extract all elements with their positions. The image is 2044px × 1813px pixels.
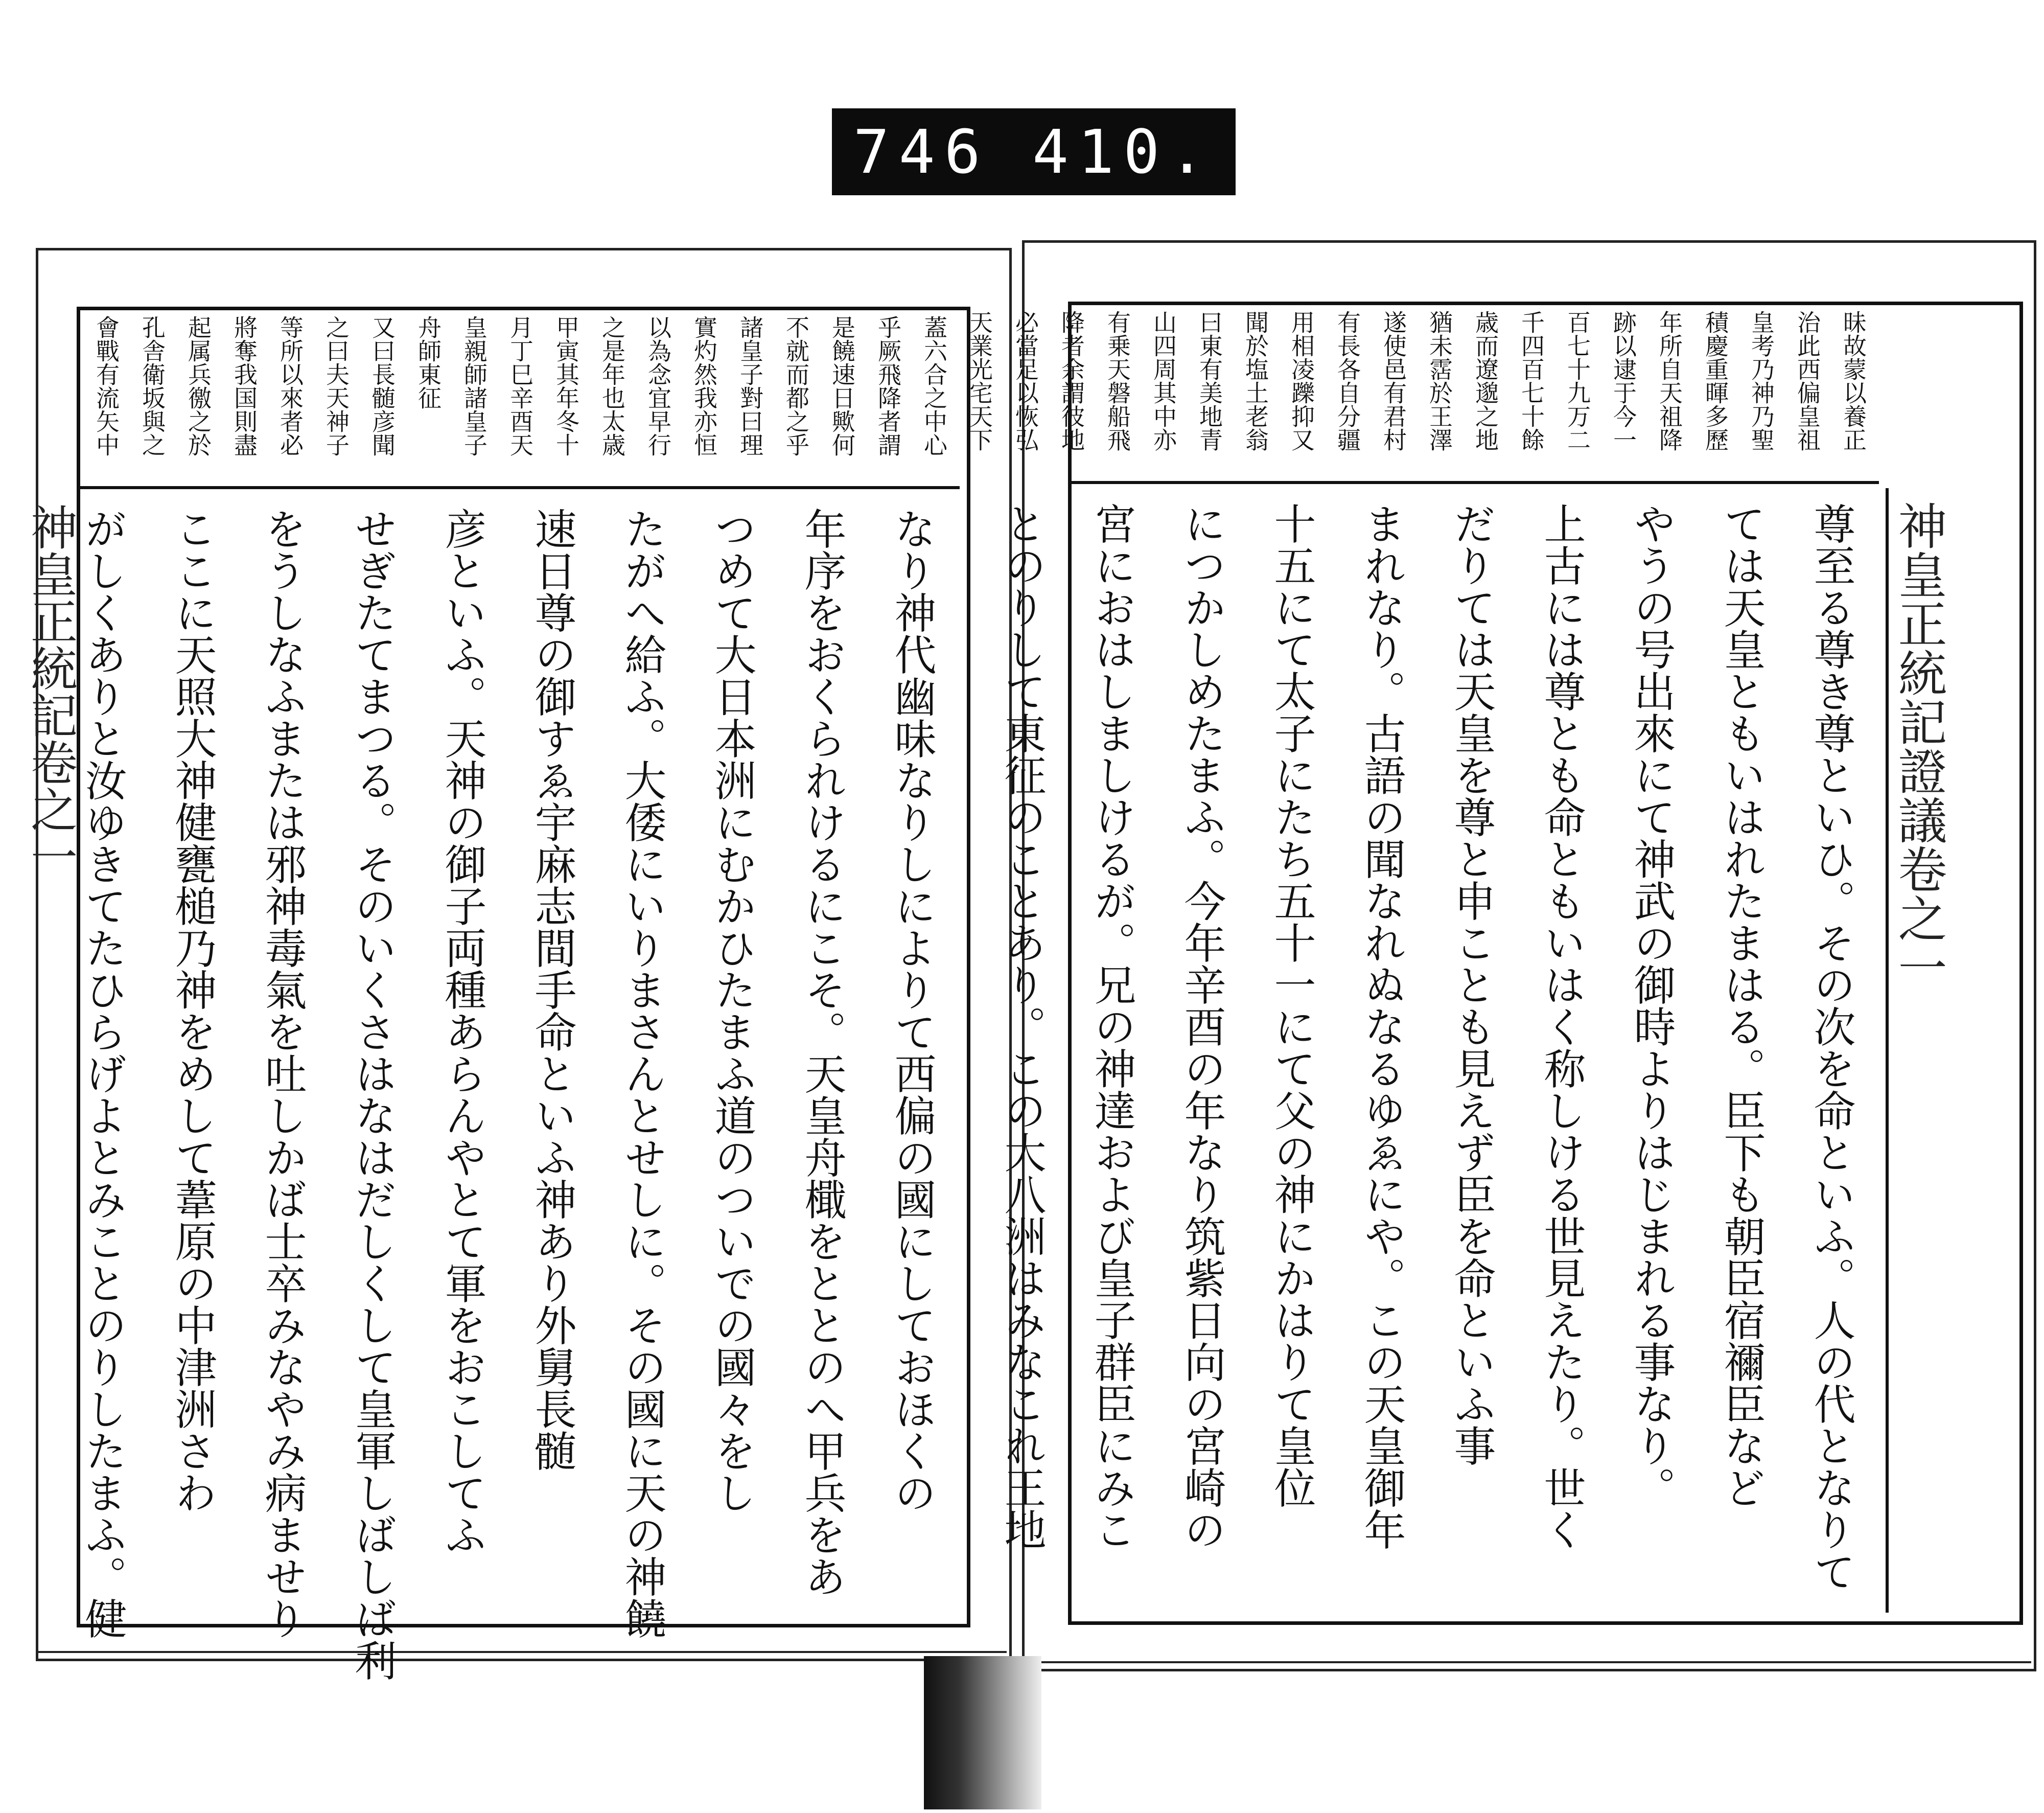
annotation-column: 諸皇子對曰理 [736, 315, 764, 456]
annotation-column: 會戰有流矢中 [92, 315, 120, 456]
annotation-column: 孔舎衛坂與之 [138, 315, 166, 456]
annotation-column: 舟師東征 [414, 315, 442, 409]
annotation-column: 山四周其中亦 [1150, 310, 1177, 451]
annotation-column: 之是年也太歳 [598, 315, 626, 456]
text-column: ここに天照大神健甕槌乃神をめして葦原の中津洲さわ [168, 508, 217, 1513]
annotation-column: 曰東有美地青 [1196, 310, 1223, 451]
annotation-column: 猶未霑於王澤 [1426, 310, 1453, 451]
text-column: たがへ給ふ。大倭にいりまさんとせしに。その國に天の神饒 [618, 508, 666, 1639]
annotation-column: 遂使邑有君村 [1380, 310, 1407, 451]
catalog-number-label [832, 108, 1236, 195]
annotation-column: 有長各自分疆 [1334, 310, 1361, 451]
annotation-column: 皇考乃神乃聖 [1748, 310, 1775, 451]
annotation-column: 將奪我国則盡 [230, 315, 258, 456]
annotation-column: 起属兵徼之於 [184, 315, 212, 456]
annotation-column: 月丁巳辛酉天 [506, 315, 534, 456]
right-page-annotations [966, 305, 1879, 484]
annotation-column: 之曰夫天神子 [322, 315, 350, 456]
annotation-column: 降者余謂彼地 [1058, 310, 1085, 451]
annotation-column: 用相凌躒抑又 [1288, 310, 1315, 451]
right-page-edge [1022, 1661, 2031, 1673]
annotation-column: 昧故蒙以養正 [1840, 310, 1867, 451]
text-column: がしくありと汝ゆきてたひらげよとみことのりしたまふ。健 [78, 508, 127, 1639]
left-page-body [78, 492, 960, 1681]
annotation-column: 又曰長髄彦聞 [368, 315, 396, 456]
annotation-column: 不就而都之乎 [782, 315, 810, 456]
annotation-column: 天業光宅天下 [966, 310, 993, 451]
annotation-column: 蓋六合之中心 [920, 315, 948, 456]
text-column: をうしなふまたは邪神毒氣を吐しかば士卒みなやみ病ませり [258, 508, 307, 1639]
annotation-column: 等所以來者必 [276, 315, 304, 456]
right-page-body [997, 487, 1879, 1614]
text-column: とのりして東征のことあり。この大八洲はみなこれ王地 [997, 502, 1046, 1550]
catalog-number-left: 746 [853, 117, 990, 187]
left-page-title: 神皇正統記卷之一 [23, 503, 78, 880]
annotation-column: 乎厥飛降者謂 [874, 315, 902, 456]
text-column: 年序をおくられけるにこそ。天皇舟檝をととのへ甲兵をあ [798, 508, 846, 1597]
text-column: つめて大日本洲にむかひたまふ道のついでの國々をし [708, 508, 756, 1513]
text-column: まれなり。古語の聞なれぬなるゆゑにや。この天皇御年 [1357, 502, 1406, 1550]
text-column: につかしめたまふ。今年辛酉の年なり筑紫日向の宮崎の [1177, 502, 1226, 1550]
text-column: 速日尊の御すゑ宇麻志間手命といふ神あり外舅長髄 [528, 508, 576, 1472]
annotation-column: 有乗天磐船飛 [1104, 310, 1131, 451]
text-column: 宮におはしましけるが。兄の神達および皇子群臣にみこ [1087, 502, 1136, 1550]
annotation-column: 年所自天祖降 [1656, 310, 1683, 451]
annotation-column: 聞於塩土老翁 [1242, 310, 1269, 451]
annotation-column: 歳而遼邈之地 [1472, 310, 1499, 451]
annotation-column: 治此西偏皇祖 [1794, 310, 1821, 451]
text-column: 十五にて太子にたち五十一にて父の神にかはりて皇位 [1267, 502, 1316, 1508]
annotation-column: 實灼然我亦恒 [690, 315, 718, 456]
annotation-column: 是饒速日歟何 [828, 315, 856, 456]
text-column: だりては天皇を尊と申ことも見えず臣を命といふ事 [1447, 502, 1496, 1466]
annotation-column: 甲寅其年冬十 [552, 315, 580, 456]
left-page-edge [36, 1651, 1007, 1664]
book-spine-shadow [924, 1656, 1041, 1809]
annotation-column: 皇親師諸皇子 [460, 315, 488, 456]
text-column: 彦といふ。天神の御子両種あらんやとて軍をおこしてふ [438, 508, 486, 1555]
text-column: せぎたてまつる。そのいくさはなはだしくして皇軍しばしば利 [348, 508, 397, 1681]
text-column: ては天皇ともいはれたまはる。臣下も朝臣宿禰臣など [1717, 502, 1766, 1508]
annotation-column: 以為念宜早行 [644, 315, 672, 456]
annotation-column: 必當足以恢弘 [1012, 310, 1039, 451]
left-page-annotations [80, 310, 960, 489]
right-page-title: 神皇正統記證議卷之一 [1890, 501, 1947, 992]
text-column: 尊至る尊き尊といひ。その次を命といふ。人の代となりて [1807, 502, 1855, 1592]
annotation-column: 積慶重暉多歷 [1702, 310, 1729, 451]
text-column: なり神代幽味なりしによりて西偏の國にしておほくの [888, 508, 936, 1513]
text-column: 上古には尊とも命ともいはく称しける世見えたり。世く [1537, 502, 1586, 1550]
annotation-column: 千四百七十餘 [1518, 310, 1545, 451]
catalog-number-right: 410. [1032, 117, 1215, 187]
annotation-column: 百七十九万二 [1564, 310, 1591, 451]
annotation-column: 跡以逮于今一 [1610, 310, 1637, 451]
text-column: やうの号出來にて神武の御時よりはじまれる事なり。 [1627, 502, 1676, 1508]
